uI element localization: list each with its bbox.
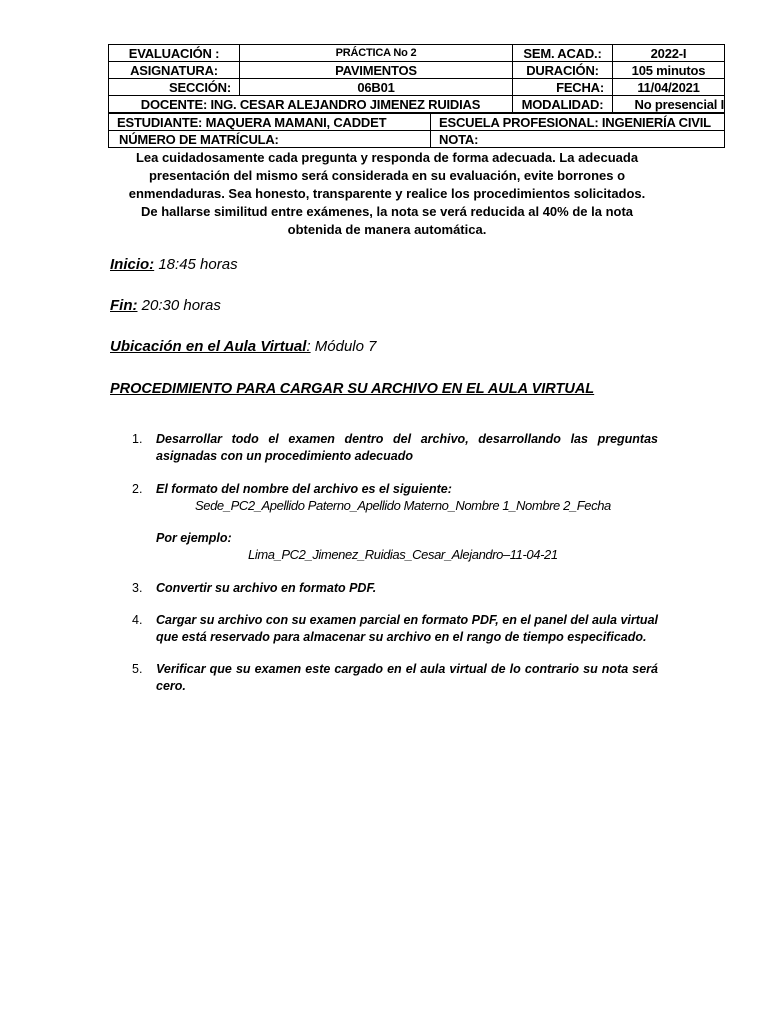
example-label-line: [132, 530, 658, 547]
procedure-title: PROCEDIMIENTO PARA CARGAR SU ARCHIVO EN EL AULA VIRTUAL: [110, 381, 595, 397]
ubicacion-colon: :: [306, 338, 311, 355]
fin-line: [110, 297, 221, 314]
matricula-cell: NÚMERO DE MATRÍCULA:: [109, 131, 431, 148]
value-practica: PRÁCTICA No 2: [240, 45, 513, 62]
header-row-docente: [109, 96, 725, 113]
label-duracion: DURACIÓN:: [513, 62, 613, 79]
item-number: 3.: [132, 581, 143, 595]
inicio-value: 18:45 horas: [154, 256, 238, 273]
item-number: 5.: [132, 662, 143, 676]
item-text: Desarrollar todo el examen dentro del archivo, desarrollando las preguntas asignadas con un procedimiento adecuado: [156, 432, 658, 463]
label-asignatura: ASIGNATURA:: [109, 62, 240, 79]
ubicacion-line: [110, 338, 376, 355]
instructions-line: presentación del mismo será considerada en su evaluación, evite borrones o: [148, 168, 626, 183]
value-fecha: 11/04/2021: [613, 79, 725, 96]
value-duracion: 105 minutos: [613, 62, 725, 79]
item-text: Convertir su archivo en formato PDF.: [156, 581, 377, 595]
procedure-item-2: [132, 481, 658, 498]
instructions-line: obtenida de manera automática.: [287, 222, 487, 237]
value-sem-acad: 2022-I: [613, 45, 725, 62]
label-evaluacion: EVALUACIÓN :: [109, 45, 240, 62]
label-modalidad: MODALIDAD:: [513, 96, 613, 113]
escuela-cell: ESCUELA PROFESIONAL: INGENIERÍA CIVIL: [431, 114, 725, 131]
instructions-line: Lea cuidadosamente cada pregunta y responda de forma adecuada. La adecuada: [135, 150, 639, 165]
inicio-label: Inicio:: [110, 256, 155, 273]
exam-header-table: [108, 44, 725, 113]
filename-format-pattern: Sede_PC2_Apellido Paterno_Apellido Materno_Nombre 1_Nombre 2_Fecha: [195, 498, 611, 513]
filename-example: Lima_PC2_Jimenez_Ruidias_Cesar_Alejandro–11-04-21: [248, 547, 558, 562]
label-fecha: FECHA:: [513, 79, 613, 96]
item-text: El formato del nombre del archivo es el siguiente:: [156, 482, 452, 496]
label-seccion: SECCIÓN:: [109, 79, 240, 96]
example-label: Por ejemplo:: [156, 531, 232, 545]
item-number: 4.: [132, 613, 143, 627]
estudiante-cell: ESTUDIANTE: MAQUERA MAMANI, CADDET: [109, 114, 431, 131]
fin-label: Fin:: [110, 297, 138, 314]
procedure-item-3: [132, 580, 658, 597]
ubicacion-value: Módulo 7: [310, 338, 377, 355]
student-info-table: [108, 113, 725, 148]
item-number: 1.: [132, 432, 143, 446]
inicio-line: [110, 256, 238, 273]
header-row-evaluacion: [109, 45, 725, 62]
item-text: Cargar su archivo con su examen parcial en formato PDF, en el panel del aula virtual que está reservado para almacenar su archivo en el rango de tiempo especificado.: [156, 613, 658, 644]
procedure-item-5: [132, 661, 658, 695]
docente-cell: DOCENTE: ING. CESAR ALEJANDRO JIMENEZ RUIDIAS: [109, 96, 513, 113]
item-text: Verificar que su examen este cargado en el aula virtual de lo contrario su nota será cero.: [156, 662, 658, 693]
header-row-seccion: [109, 79, 725, 96]
fin-value: 20:30 horas: [137, 297, 221, 314]
value-seccion: 06B01: [240, 79, 513, 96]
value-asignatura: PAVIMENTOS: [240, 62, 513, 79]
label-sem-acad: SEM. ACAD.:: [513, 45, 613, 62]
ubicacion-label: Ubicación en el Aula Virtual: [110, 338, 307, 355]
header-row-asignatura: [109, 62, 725, 79]
instructions-paragraph: [112, 149, 662, 239]
procedure-item-4: [132, 612, 658, 646]
item-number: 2.: [132, 482, 143, 496]
matricula-row: [109, 131, 725, 148]
instructions-line: De hallarse similitud entre exámenes, la nota se verá reducida al 40% de la nota: [140, 204, 634, 219]
procedure-item-1: [132, 431, 658, 465]
student-row: [109, 114, 725, 131]
value-modalidad: No presencial I: [613, 96, 725, 113]
instructions-line: enmendaduras. Sea honesto, transparente y realice los procedimientos solicitados.: [128, 186, 646, 201]
nota-cell: NOTA:: [431, 131, 725, 148]
